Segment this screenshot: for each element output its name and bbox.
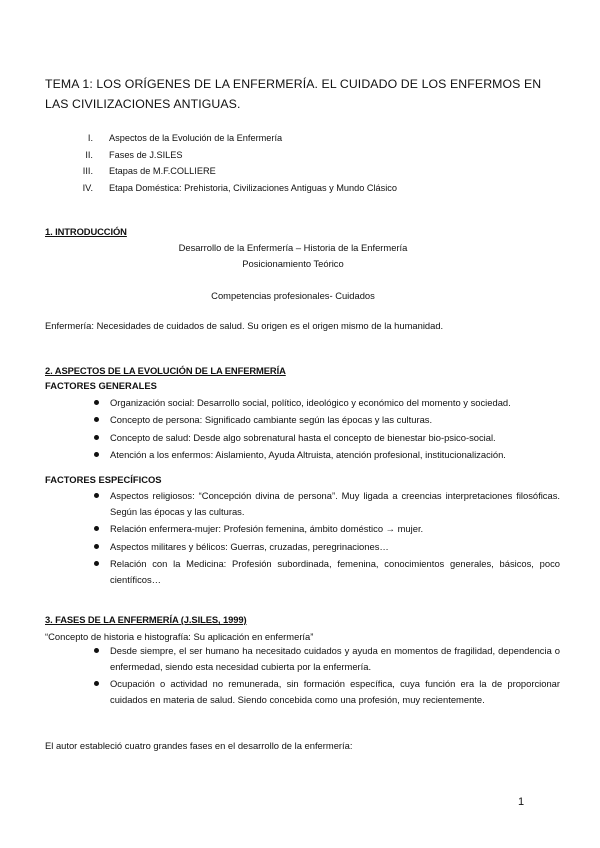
list-item: Relación enfermera-mujer: Profesión femenina, ámbito doméstico → mujer. [45,521,560,538]
bullet-icon [94,400,99,405]
toc-item [45,147,560,164]
section-quote: “Concepto de historia e histografía: Su aplicación en enfermería” [45,631,314,642]
toc-text: Aspectos de la Evolución de la Enfermería [109,133,283,143]
toc-item [45,180,560,197]
bullet-icon [94,544,99,549]
page-title: TEMA 1: LOS ORÍGENES DE LA ENFERMERÍA. EL CUIDADO DE LOS ENFERMOS EN LAS CIVILIZACIONES ANTIGUAS. [45,77,542,111]
bullet-icon [94,648,99,653]
section-heading-fases: 3. FASES DE LA ENFERMERÍA (J.SILES, 1999) [45,614,247,625]
bullet-icon [94,526,99,531]
toc-text: Fases de J.SILES [109,149,183,160]
toc-item [45,130,560,147]
bullet-icon [94,435,99,440]
table-of-contents [45,130,560,196]
toc-text: Etapa Doméstica: Prehistoria, Civilizaciones Antiguas y Mundo Clásico [109,182,398,193]
toc-number: III. [82,166,93,176]
list-item: Desde siempre, el ser humano ha necesitado cuidados y ayuda en momentos de fragilidad, dependencia o enfermedad, siendo esta necesidad cubierta por la enfermería. [45,643,560,676]
list-item: Relación con la Medicina: Profesión subordinada, femenina, conocimientos generales, básicos, poco científicos… [45,556,560,589]
bullet-icon [94,417,99,422]
list-item: Organización social: Desarrollo social, político, ideológico y económico del momento y sociedad. [45,395,560,412]
toc-number: I. [87,133,93,143]
page-number: 1 [518,796,525,808]
closing-paragraph: El autor estableció cuatro grandes fases en el desarrollo de la enfermería: [45,740,353,751]
list-item: Ocupación o actividad no remunerada, sin formación específica, cuya función era la de proporcionar cuidados en materia de salud. Siendo concebida como una profesión, muy recientemente. [45,676,560,709]
bullet-icon [94,561,99,566]
section-heading-aspectos: 2. ASPECTOS DE LA EVOLUCIÓN DE LA ENFERMERÍA [45,365,286,376]
section-heading-introduccion: 1. INTRODUCCIÓN [45,226,127,237]
subheading-factores-especificos: FACTORES ESPECÍFICOS [45,474,162,485]
subheading-factores-generales: FACTORES GENERALES [45,380,157,391]
intro-line: Posicionamiento Teórico [242,258,344,269]
list-item: Concepto de salud: Desde algo sobrenatural hasta el concepto de bienestar bio-psico-social. [45,430,560,447]
list-item: Aspectos militares y bélicos: Guerras, cruzadas, peregrinaciones… [45,539,560,556]
list-item: Aspectos religiosos: “Concepción divina de persona”. Muy ligada a creencias interpretaciones filosóficas. Según las épocas y las culturas. [45,488,560,521]
list-item: Concepto de persona: Significado cambiante según las épocas y las culturas. [45,412,560,429]
specific-factors-list [45,488,560,589]
toc-number: II. [85,149,93,160]
intro-line: Desarrollo de la Enfermería – Historia de la Enfermería [178,242,408,253]
list-item: Atención a los enfermos: Aislamiento, Ayuda Altruista, atención profesional, institucionalización. [45,447,560,464]
toc-number: IV. [82,182,93,193]
bullet-icon [94,452,99,457]
toc-item [45,163,560,180]
general-factors-list [45,395,560,465]
toc-text: Etapas de M.F.COLLIERE [109,166,216,176]
bullet-icon [94,493,99,498]
intro-paragraph: Enfermería: Necesidades de cuidados de salud. Su origen es el origen mismo de la humanidad. [45,320,444,331]
bullet-icon [94,681,99,686]
intro-line: Competencias profesionales- Cuidados [211,290,375,301]
fases-list [45,643,560,709]
